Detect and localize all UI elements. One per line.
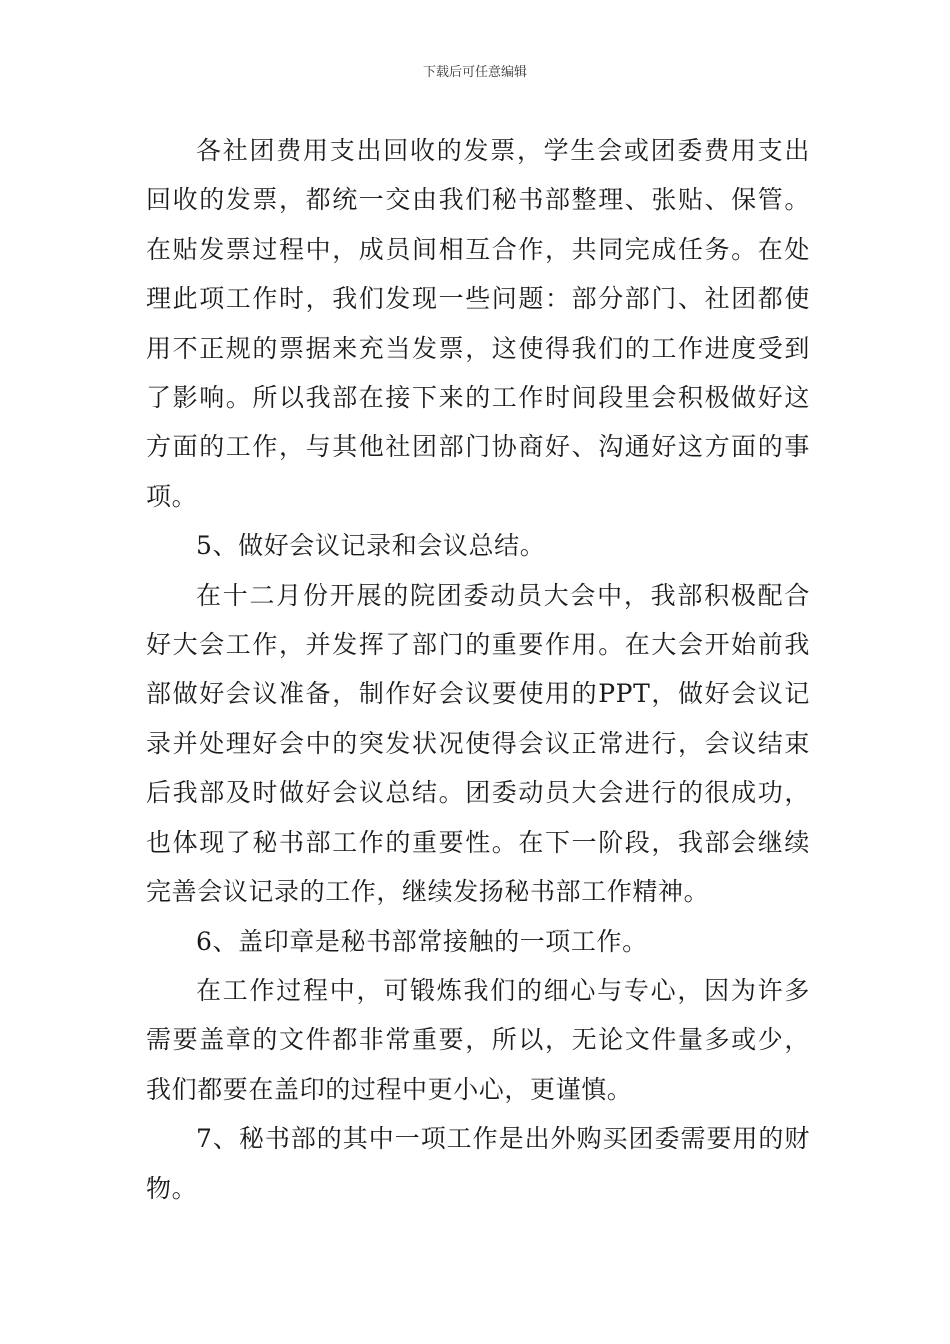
paragraph-stamping-care: 在工作过程中，可锻炼我们的细心与专心，因为许多需要盖章的文件都非常重要，所以，无论文件量多或少，我们都要在盖印的过程中更小心，更谨慎。	[146, 975, 810, 1104]
heading-stamping-work: 6、盖印章是秘书部常接触的一项工作。	[196, 926, 648, 956]
paragraph-invoice-management: 各社团费用支出回收的发票，学生会或团委费用支出回收的发票，都统一交由我们秘书部整理、张贴、保管。在贴发票过程中，成员间相互合作，共同完成任务。在处理此项工作时，我们发现一些问题：部分部门、社团都使用不正规的票据来充当发票，这使得我们的工作进度受到了影响。所以我部在接下来的工作时间段里会积极做好这方面的工作，与其他社团部门协商好、沟通好这方面的事项。	[146, 136, 810, 511]
paragraph-mobilization-meeting: 在十二月份开展的院团委动员大会中，我部积极配合好大会工作，并发挥了部门的重要作用。在大会开始前我部做好会议准备，制作好会议要使用的PPT，做好会议记录并处理好会中的突发状况使得会议正常进行，会议结束后我部及时做好会议总结。团委动员大会进行的很成功，也体现了秘书部工作的重要性。在下一阶段，我部会继续完善会议记录的工作，继续发扬秘书部工作精神。	[146, 580, 810, 907]
page-header-note: 下载后可任意编辑	[422, 65, 527, 80]
document-body	[146, 126, 810, 1213]
heading-purchasing-work: 7、秘书部的其中一项工作是出外购买团委需要用的财物。	[146, 1124, 810, 1203]
heading-meeting-records: 5、做好会议记录和会议总结。	[196, 531, 546, 561]
